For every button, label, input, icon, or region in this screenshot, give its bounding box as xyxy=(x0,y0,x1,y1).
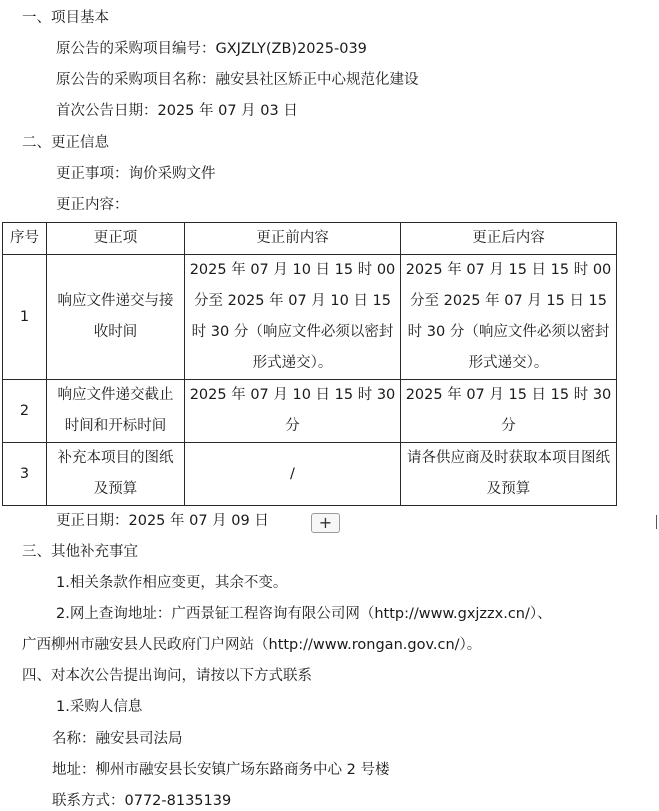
cell-no: 2 xyxy=(3,380,47,443)
header-no: 序号 xyxy=(3,223,47,255)
cell-after: 请各供应商及时获取本项目图纸及预算 xyxy=(401,443,617,506)
table-row xyxy=(3,443,617,506)
section-1-title: 一、项目基本 xyxy=(22,10,109,26)
correction-matter: 更正事项：询价采购文件 xyxy=(56,166,216,182)
edge-divider xyxy=(656,515,657,529)
first-announcement-date: 首次公告日期：2025 年 07 月 03 日 xyxy=(56,103,298,119)
cell-no: 3 xyxy=(3,443,47,506)
other-item-2-line-1: 2.网上查询地址：广西景钲工程咨询有限公司网（http://www.gxjzzx.cn/）、 xyxy=(56,606,552,622)
cell-after: 2025 年 07 月 15 日 15 时 00 分至 2025 年 07 月 15 日 15 时 30 分（响应文件必须以密封形式递交）。 xyxy=(401,255,617,380)
project-number: 原公告的采购项目编号：GXJZLY(ZB)2025-039 xyxy=(56,41,367,57)
expand-button[interactable]: + xyxy=(311,513,340,533)
correction-date: 更正日期：2025 年 07 月 09 日 xyxy=(56,513,269,529)
cell-item: 响应文件递交截止时间和开标时间 xyxy=(47,380,185,443)
cell-item: 响应文件递交与接收时间 xyxy=(47,255,185,380)
cell-before: / xyxy=(185,443,401,506)
purchaser-phone: 联系方式：0772-8135139 xyxy=(52,793,232,809)
cell-before: 2025 年 07 月 10 日 15 时 30 分 xyxy=(185,380,401,443)
table-row xyxy=(3,380,617,443)
correction-content-label: 更正内容： xyxy=(56,197,129,213)
cell-before: 2025 年 07 月 10 日 15 时 00 分至 2025 年 07 月 10 日 15 时 30 分（响应文件必须以密封形式递交）。 xyxy=(185,255,401,380)
cell-after: 2025 年 07 月 15 日 15 时 30 分 xyxy=(401,380,617,443)
purchaser-address: 地址：柳州市融安县长安镇广场东路商务中心 2 号楼 xyxy=(52,762,390,778)
cell-no: 1 xyxy=(3,255,47,380)
section-2-title: 二、更正信息 xyxy=(22,135,109,151)
header-before: 更正前内容 xyxy=(185,223,401,255)
other-item-2-line-2: 广西柳州市融安县人民政府门户网站（http://www.rongan.gov.cn/）。 xyxy=(22,637,482,653)
section-4-title: 四、对本次公告提出询问，请按以下方式联系 xyxy=(22,668,312,684)
purchaser-name: 名称：融安县司法局 xyxy=(52,731,183,747)
project-name: 原公告的采购项目名称：融安县社区矫正中心规范化建设 xyxy=(56,72,419,88)
purchaser-heading: 1.采购人信息 xyxy=(56,699,143,715)
header-after: 更正后内容 xyxy=(401,223,617,255)
cell-item: 补充本项目的图纸及预算 xyxy=(47,443,185,506)
table-row xyxy=(3,255,617,380)
other-item-1: 1.相关条款作相应变更，其余不变。 xyxy=(56,575,288,591)
section-3-title: 三、其他补充事宜 xyxy=(22,544,138,560)
table-header-row xyxy=(3,223,617,255)
correction-table xyxy=(2,222,617,506)
header-item: 更正项 xyxy=(47,223,185,255)
